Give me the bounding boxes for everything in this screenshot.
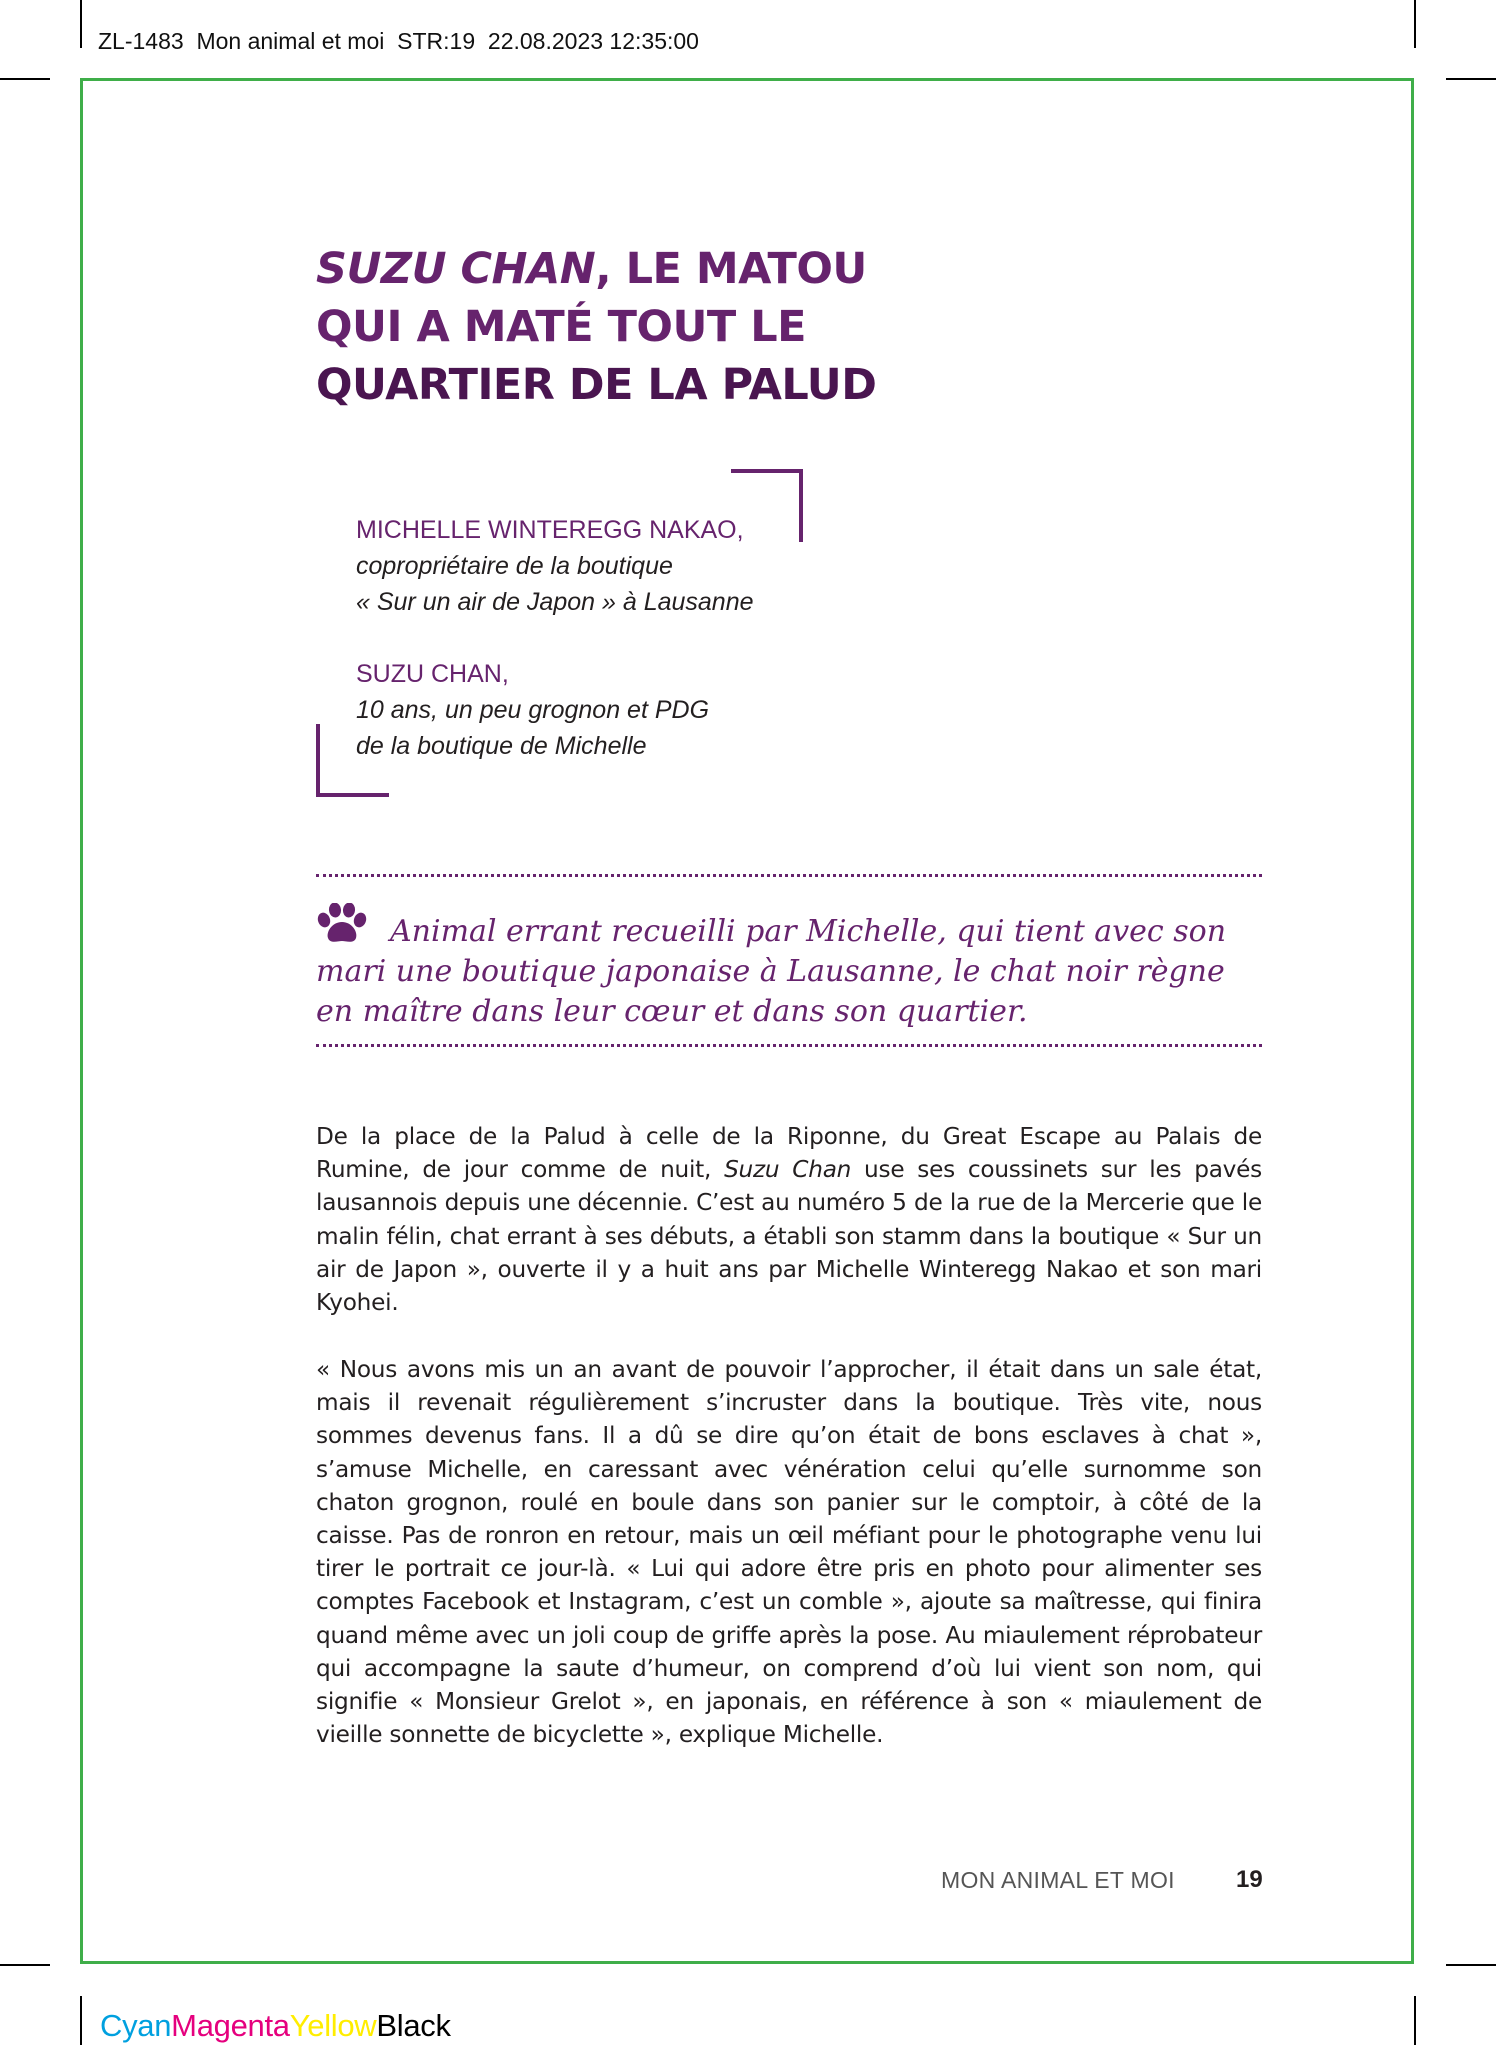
paw-icon: [316, 903, 368, 945]
crop-mark: [0, 78, 50, 80]
process-color-bar: [100, 2008, 451, 2044]
person-desc-line: 10 ans, un peu grognon et PDG: [356, 696, 710, 724]
body-paragraph-1: [316, 1120, 1262, 1319]
print-slug: [98, 28, 699, 55]
color-magenta: Magenta: [171, 2008, 290, 2043]
body-text: use ses coussinets sur les pavés lausannois depuis une décennie. C’est au numéro 5 de la rue de la Mercerie que le malin félin, chat errant à ses débuts, a établi son stamm dans la boutique « Sur un air de Japon », ouverte il y a huit ans par Michelle Winteregg Nakao et son mari Kyohei.: [316, 1156, 1262, 1317]
crop-mark: [0, 1964, 50, 1966]
person-name: SUZU CHAN,: [356, 660, 509, 688]
color-yellow: Yellow: [289, 2008, 377, 2043]
page-number: 19: [1236, 1866, 1263, 1893]
person-desc-line: copropriétaire de la boutique: [356, 552, 673, 580]
color-black: Black: [376, 2008, 451, 2043]
person-desc-line: « Sur un air de Japon » à Lausanne: [356, 588, 754, 616]
person-desc-line: de la boutique de Michelle: [356, 732, 647, 760]
article-title: [316, 240, 876, 414]
running-footer: MON ANIMAL ET MOI: [941, 1867, 1175, 1893]
title-line-1-rest: , LE MATOU: [595, 244, 867, 294]
slug-page-code: STR:19: [397, 28, 476, 54]
crop-mark: [1446, 1964, 1496, 1966]
crop-mark: [80, 1996, 82, 2045]
dotted-divider-top: [316, 874, 1262, 877]
crop-mark: [80, 0, 82, 48]
person-owner: [356, 512, 754, 620]
lead-text: Animal errant recueilli par Michelle, qui tient avec son mari une boutique japonaise à Lausanne, le chat noir règne en maître dans leur cœur et dans son quartier.: [316, 914, 1227, 1029]
slug-publication: Mon animal et moi: [196, 28, 385, 54]
title-line-3: QUARTIER DE LA PALUD: [316, 360, 877, 410]
slug-datetime: 22.08.2023 12:35:00: [487, 28, 699, 54]
dotted-divider-bottom: [316, 1044, 1262, 1047]
color-cyan: Cyan: [100, 2008, 172, 2043]
body-text: De la place de la Palud à celle de la Riponne, du Great Escape au Palais de Rumine, de jour comme de nuit,: [316, 1123, 1262, 1184]
crop-mark: [1414, 0, 1416, 48]
body-paragraph-2: « Nous avons mis un an avant de pouvoir l’approcher, il était dans un sale état, mais il revenait régulièrement s’incruster dans la boutique. Très vite, nous sommes devenus fans. Il a dû se dire qu’on était de bons esclaves à chat », s’amuse Michelle, en caressant avec vénération celui qu’elle surnomme son chaton grognon, roulé en boule dans son panier sur le comptoir, à côté de la caisse. Pas de ronron en retour, mais un œil méfiant pour le photographe venu lui tirer le portrait ce jour-là. « Lui qui adore être pris en photo pour alimenter ses comptes Facebook et Instagram, c’est un comble », ajoute sa maîtresse, qui finira quand même avec un joli coup de griffe après la pose. Au miaulement réprobateur qui accompagne la saute d’humeur, on comprend d’où lui vient son nom, qui signifie « Monsieur Grelot », en japonais, en référence à son « miaulement de vieille sonnette de bicyclette », explique Michelle.: [316, 1356, 1262, 1749]
slug-job: ZL-1483: [98, 28, 184, 54]
title-cat-name: SUZU CHAN: [316, 244, 596, 294]
title-line-2: QUI A MATÉ TOUT LE: [316, 302, 806, 352]
person-cat: [356, 656, 709, 764]
person-name: MICHELLE WINTEREGG NAKAO,: [356, 516, 744, 544]
lead-paragraph: [316, 903, 1266, 1032]
crop-mark: [1414, 1996, 1416, 2045]
title-line-1: [316, 240, 876, 298]
crop-mark: [1446, 78, 1496, 80]
body-cat-name: Suzu Chan: [724, 1156, 852, 1184]
